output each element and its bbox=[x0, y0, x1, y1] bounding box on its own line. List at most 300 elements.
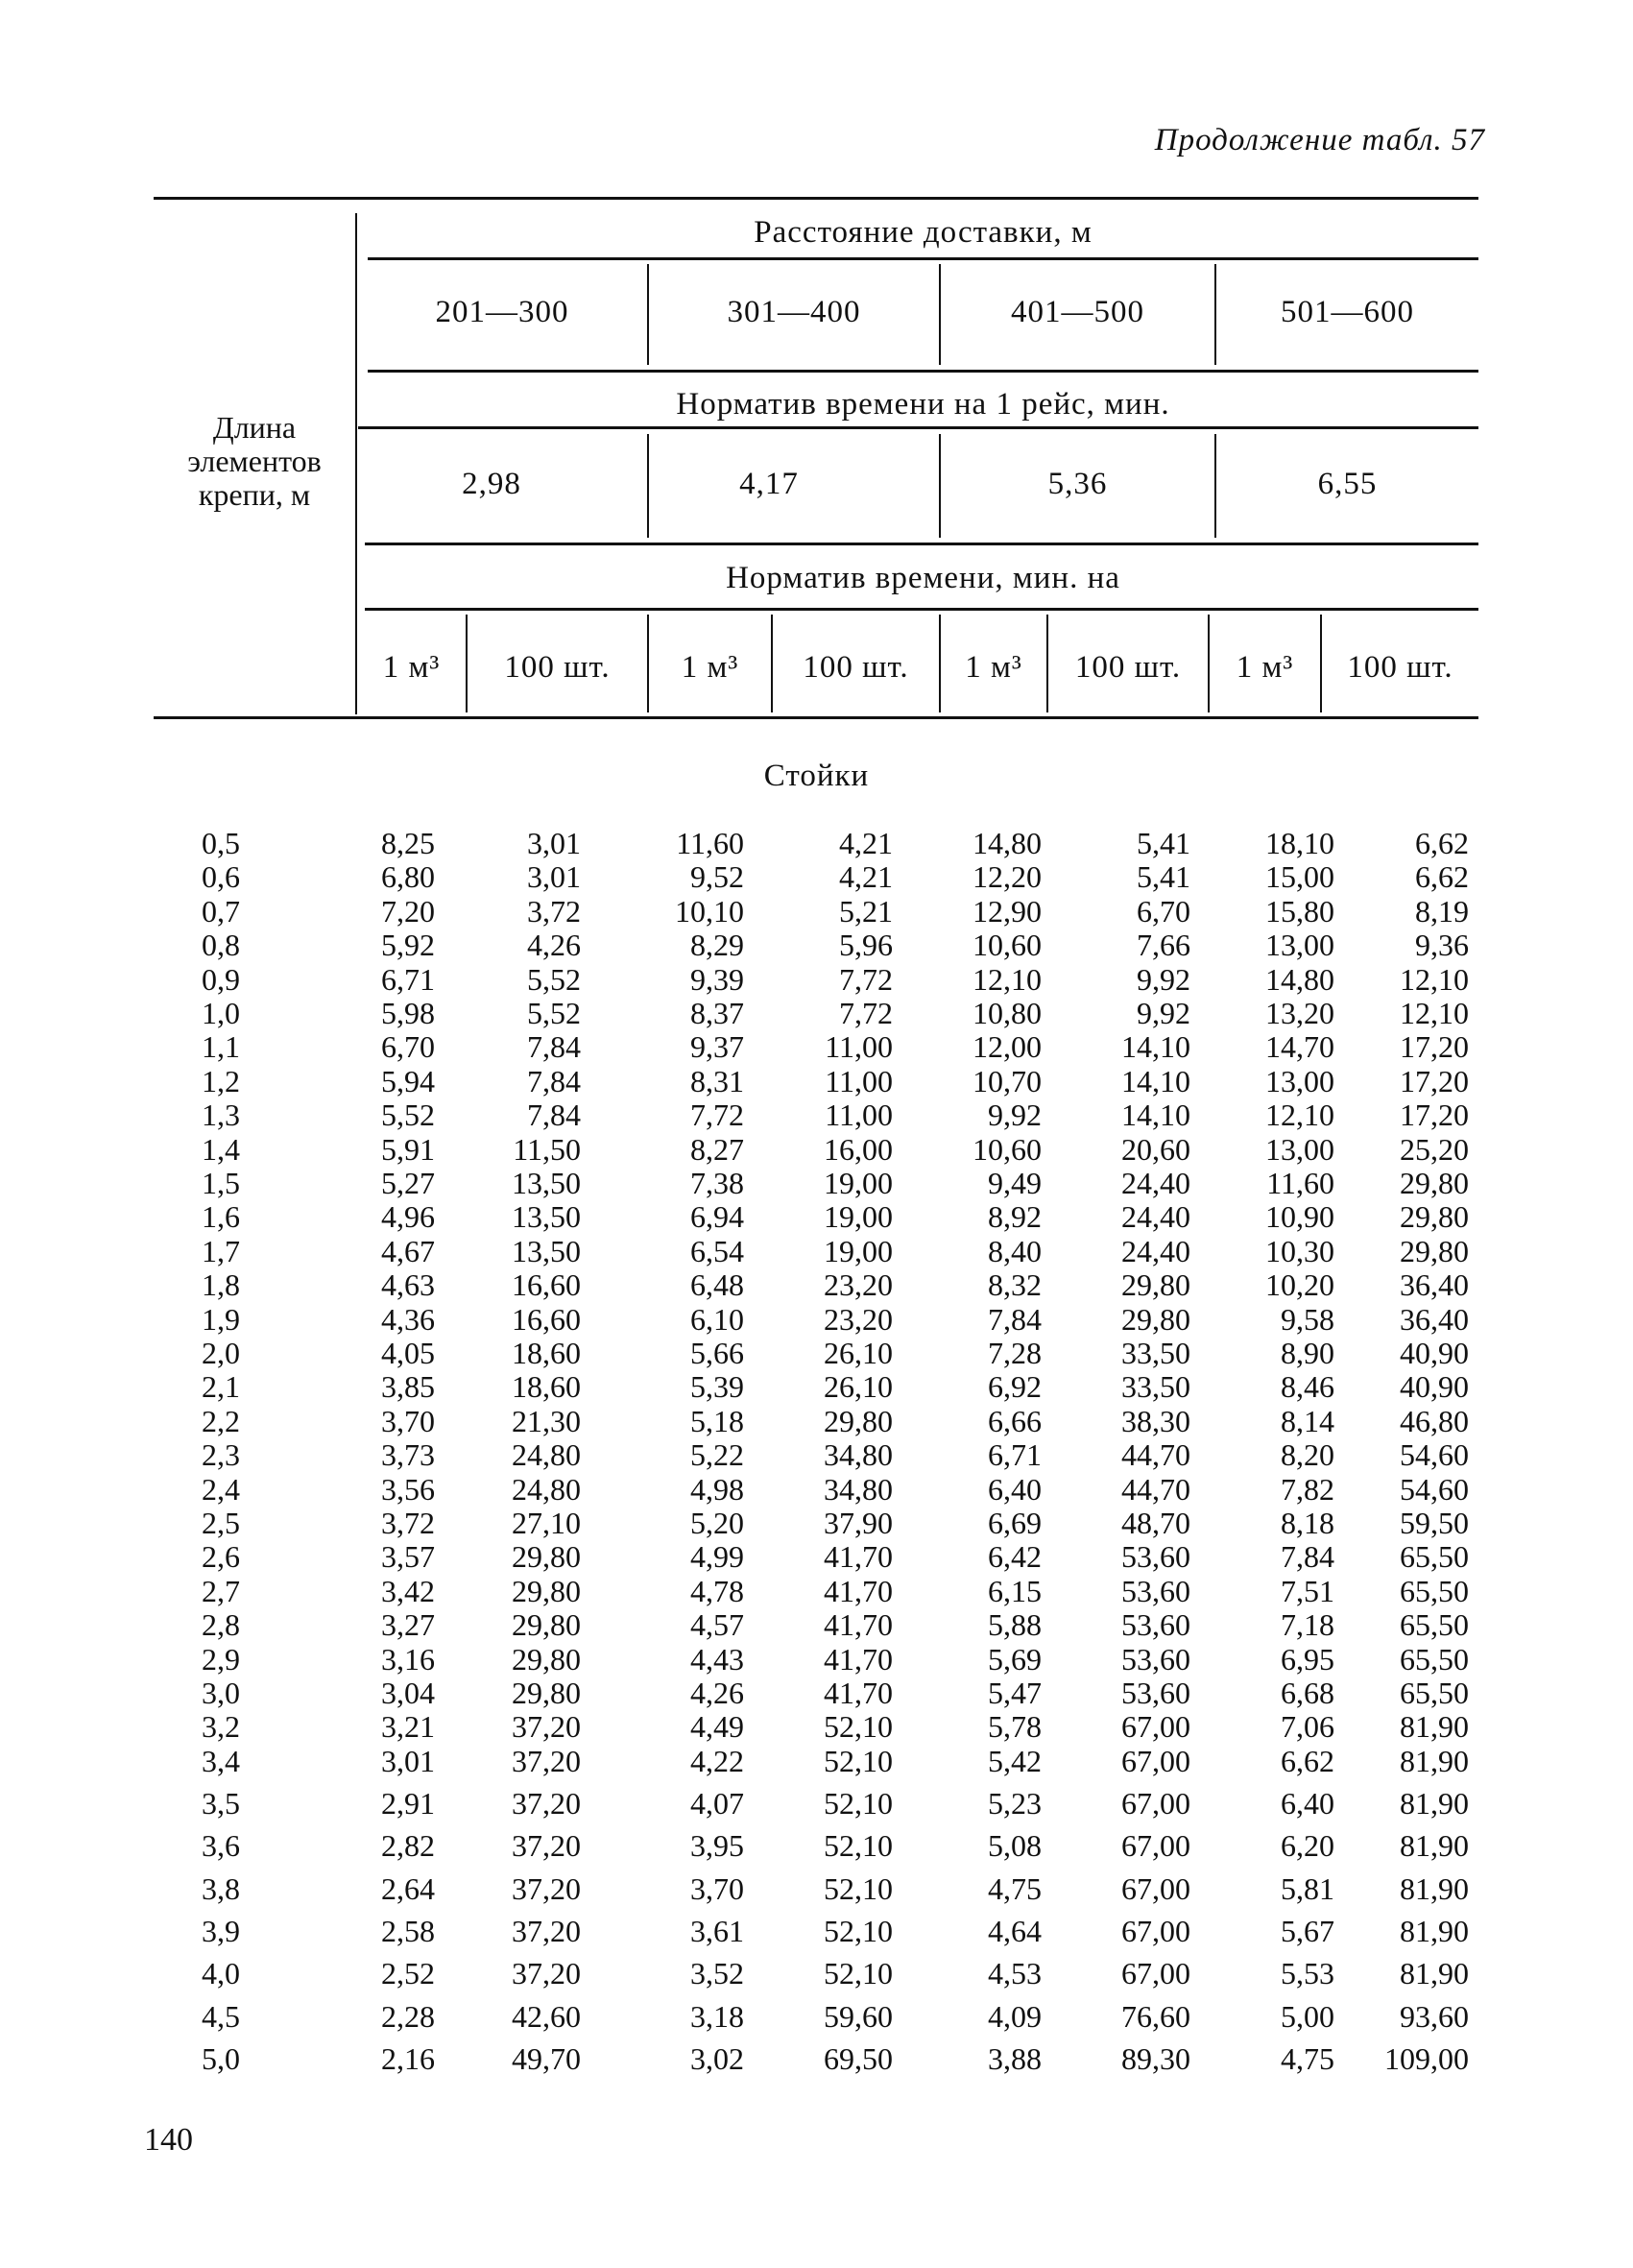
value-cell: 3,72 bbox=[527, 893, 581, 929]
value-cell: 13,50 bbox=[512, 1166, 581, 1200]
value-cell: 67,00 bbox=[1121, 1914, 1190, 1948]
value-cell: 41,70 bbox=[824, 1539, 893, 1575]
trip-values-rule bbox=[365, 543, 1478, 545]
page-number: 140 bbox=[144, 2122, 193, 2158]
value-cell: 17,20 bbox=[1400, 1063, 1469, 1098]
value-cell: 7,84 bbox=[988, 1301, 1042, 1337]
value-cell: 8,31 bbox=[690, 1063, 744, 1098]
value-cell: 19,00 bbox=[824, 1233, 893, 1268]
value-cell: 5,69 bbox=[988, 1641, 1042, 1677]
value-cell: 5,39 bbox=[690, 1369, 744, 1405]
value-cell: 8,32 bbox=[988, 1267, 1042, 1303]
value-cell: 10,70 bbox=[973, 1063, 1042, 1098]
value-cell: 5,53 bbox=[1281, 1956, 1334, 1991]
value-cell: 67,00 bbox=[1121, 1956, 1190, 1991]
value-cell: 4,57 bbox=[690, 1607, 744, 1643]
length-cell: 0,8 bbox=[202, 928, 240, 963]
value-cell: 3,73 bbox=[381, 1437, 435, 1473]
value-cell: 3,01 bbox=[527, 826, 581, 860]
value-cell: 29,80 bbox=[512, 1676, 581, 1710]
value-cell: 93,60 bbox=[1400, 1998, 1469, 2034]
value-cell: 33,50 bbox=[1121, 1336, 1190, 1370]
value-cell: 5,78 bbox=[988, 1709, 1042, 1745]
value-cell: 6,42 bbox=[988, 1539, 1042, 1575]
length-cell: 2,3 bbox=[202, 1437, 240, 1473]
value-cell: 10,60 bbox=[973, 1131, 1042, 1167]
value-cell: 6,40 bbox=[1281, 1786, 1334, 1822]
value-cell: 21,30 bbox=[512, 1403, 581, 1438]
table-row bbox=[0, 1064, 1633, 1098]
value-cell: 17,20 bbox=[1400, 1029, 1469, 1065]
value-cell: 3,02 bbox=[690, 2040, 744, 2076]
value-cell: 4,09 bbox=[988, 1998, 1042, 2034]
value-cell: 17,20 bbox=[1400, 1098, 1469, 1133]
distance-values-rule bbox=[368, 370, 1478, 373]
value-cell: 11,00 bbox=[825, 1029, 893, 1065]
value-cell: 5,92 bbox=[381, 928, 435, 963]
value-cell: 54,60 bbox=[1400, 1471, 1469, 1507]
value-cell: 4,67 bbox=[381, 1233, 435, 1268]
value-cell: 81,90 bbox=[1400, 1786, 1469, 1822]
length-cell: 2,9 bbox=[202, 1641, 240, 1677]
value-cell: 3,21 bbox=[381, 1709, 435, 1745]
value-cell: 5,96 bbox=[839, 928, 893, 963]
value-cell: 34,80 bbox=[824, 1437, 893, 1473]
value-cell: 6,70 bbox=[381, 1029, 435, 1065]
length-cell: 2,2 bbox=[202, 1403, 240, 1438]
table-row bbox=[0, 826, 1633, 860]
value-cell: 6,15 bbox=[988, 1573, 1042, 1608]
value-cell: 2,64 bbox=[381, 1870, 435, 1906]
value-cell: 11,60 bbox=[676, 826, 744, 860]
distance-title-rule bbox=[368, 257, 1478, 260]
value-cell: 5,20 bbox=[690, 1506, 744, 1540]
length-cell: 1,8 bbox=[202, 1267, 240, 1303]
value-cell: 29,80 bbox=[512, 1539, 581, 1575]
value-cell: 2,52 bbox=[381, 1956, 435, 1991]
value-cell: 4,22 bbox=[690, 1743, 744, 1778]
value-cell: 12,20 bbox=[973, 859, 1042, 895]
table-row bbox=[0, 1956, 1633, 1991]
value-cell: 11,60 bbox=[1266, 1166, 1334, 1200]
value-cell: 109,00 bbox=[1384, 2040, 1469, 2076]
value-cell: 52,10 bbox=[824, 1743, 893, 1778]
value-cell: 37,20 bbox=[512, 1786, 581, 1822]
value-cell: 6,62 bbox=[1415, 859, 1469, 895]
value-cell: 69,50 bbox=[824, 2040, 893, 2076]
value-cell: 9,36 bbox=[1415, 928, 1469, 963]
value-cell: 25,20 bbox=[1400, 1131, 1469, 1167]
table-top-rule bbox=[154, 197, 1478, 200]
value-cell: 3,04 bbox=[381, 1676, 435, 1710]
value-cell: 18,10 bbox=[1265, 826, 1334, 860]
value-cell: 33,50 bbox=[1121, 1369, 1190, 1405]
row-label-header bbox=[154, 411, 355, 512]
value-cell: 52,10 bbox=[824, 1709, 893, 1745]
value-cell: 29,80 bbox=[1121, 1267, 1190, 1303]
row-label-divider bbox=[355, 213, 357, 714]
value-cell: 4,49 bbox=[690, 1709, 744, 1745]
value-cell: 53,60 bbox=[1121, 1641, 1190, 1677]
unit-label: 100 шт. bbox=[1074, 650, 1182, 685]
value-cell: 41,70 bbox=[824, 1641, 893, 1677]
value-cell: 5,52 bbox=[527, 996, 581, 1030]
value-cell: 37,90 bbox=[824, 1506, 893, 1540]
value-cell: 14,10 bbox=[1121, 1063, 1190, 1098]
value-cell: 4,36 bbox=[381, 1301, 435, 1337]
value-cell: 3,56 bbox=[381, 1471, 435, 1507]
value-cell: 4,64 bbox=[988, 1914, 1042, 1948]
value-cell: 7,66 bbox=[1137, 928, 1190, 963]
value-cell: 6,80 bbox=[381, 859, 435, 895]
value-cell: 8,40 bbox=[988, 1233, 1042, 1268]
unit-label: 100 шт. bbox=[1347, 650, 1453, 685]
value-cell: 9,39 bbox=[690, 961, 744, 997]
value-cell: 8,46 bbox=[1281, 1369, 1334, 1405]
value-cell: 16,60 bbox=[512, 1267, 581, 1303]
value-cell: 5,91 bbox=[381, 1131, 435, 1167]
table-row bbox=[0, 1506, 1633, 1540]
table-row bbox=[0, 1472, 1633, 1507]
value-cell: 6,68 bbox=[1281, 1676, 1334, 1710]
value-cell: 37,20 bbox=[512, 1914, 581, 1948]
value-cell: 4,75 bbox=[1281, 2040, 1334, 2076]
value-cell: 10,60 bbox=[973, 928, 1042, 963]
value-cell: 44,70 bbox=[1121, 1471, 1190, 1507]
value-cell: 19,00 bbox=[824, 1166, 893, 1200]
value-cell: 12,90 bbox=[973, 893, 1042, 929]
value-cell: 59,50 bbox=[1400, 1506, 1469, 1540]
value-cell: 13,20 bbox=[1265, 996, 1334, 1030]
length-cell: 2,5 bbox=[202, 1506, 240, 1540]
table-row bbox=[0, 1029, 1633, 1064]
table-row bbox=[0, 1828, 1633, 1863]
value-cell: 6,48 bbox=[690, 1267, 744, 1303]
value-cell: 52,10 bbox=[824, 1956, 893, 1991]
length-cell: 3,9 bbox=[202, 1914, 240, 1948]
value-cell: 81,90 bbox=[1400, 1828, 1469, 1864]
value-cell: 89,30 bbox=[1121, 2040, 1190, 2076]
value-cell: 5,67 bbox=[1281, 1914, 1334, 1948]
value-cell: 15,80 bbox=[1265, 893, 1334, 929]
length-cell: 1,7 bbox=[202, 1233, 240, 1268]
length-cell: 2,7 bbox=[202, 1573, 240, 1608]
value-cell: 29,80 bbox=[1400, 1166, 1469, 1200]
value-cell: 15,00 bbox=[1265, 859, 1334, 895]
table-row bbox=[0, 1539, 1633, 1574]
length-cell: 1,3 bbox=[202, 1098, 240, 1133]
value-cell: 10,30 bbox=[1265, 1233, 1334, 1268]
table-row bbox=[0, 1676, 1633, 1710]
table-row bbox=[0, 1336, 1633, 1370]
value-cell: 5,52 bbox=[527, 961, 581, 997]
distance-range: 401—500 bbox=[1011, 295, 1144, 329]
distance-range: 201—300 bbox=[435, 295, 569, 329]
value-cell: 4,99 bbox=[690, 1539, 744, 1575]
length-cell: 2,6 bbox=[202, 1539, 240, 1575]
trip-time-value: 6,55 bbox=[1317, 467, 1378, 501]
value-cell: 36,40 bbox=[1400, 1267, 1469, 1303]
value-cell: 29,80 bbox=[1400, 1233, 1469, 1268]
value-cell: 29,80 bbox=[824, 1403, 893, 1438]
value-cell: 13,00 bbox=[1265, 1131, 1334, 1167]
value-cell: 4,26 bbox=[690, 1676, 744, 1710]
value-cell: 67,00 bbox=[1121, 1786, 1190, 1822]
value-cell: 18,60 bbox=[512, 1336, 581, 1370]
length-cell: 4,5 bbox=[202, 1998, 240, 2034]
value-cell: 7,51 bbox=[1281, 1573, 1334, 1608]
value-cell: 3,72 bbox=[381, 1506, 435, 1540]
norm-title-rule bbox=[365, 608, 1478, 611]
value-cell: 9,49 bbox=[988, 1166, 1042, 1200]
table-row bbox=[0, 928, 1633, 962]
value-cell: 3,57 bbox=[381, 1539, 435, 1575]
length-cell: 5,0 bbox=[202, 2040, 240, 2076]
table-row bbox=[0, 859, 1633, 894]
value-cell: 8,90 bbox=[1281, 1336, 1334, 1370]
table-row bbox=[0, 1744, 1633, 1778]
length-cell: 3,5 bbox=[202, 1786, 240, 1822]
length-cell: 4,0 bbox=[202, 1956, 240, 1991]
length-cell: 1,6 bbox=[202, 1199, 240, 1235]
value-cell: 12,10 bbox=[1400, 961, 1469, 997]
value-cell: 37,20 bbox=[512, 1743, 581, 1778]
value-cell: 46,80 bbox=[1400, 1403, 1469, 1438]
length-cell: 0,5 bbox=[202, 826, 240, 860]
length-cell: 0,9 bbox=[202, 961, 240, 997]
value-cell: 8,14 bbox=[1281, 1403, 1334, 1438]
length-cell: 2,1 bbox=[202, 1369, 240, 1405]
value-cell: 19,00 bbox=[824, 1199, 893, 1235]
value-cell: 41,70 bbox=[824, 1607, 893, 1643]
value-cell: 5,81 bbox=[1281, 1870, 1334, 1906]
value-cell: 40,90 bbox=[1400, 1369, 1469, 1405]
table-row bbox=[0, 2041, 1633, 2076]
value-cell: 67,00 bbox=[1121, 1828, 1190, 1864]
value-cell: 6,66 bbox=[988, 1403, 1042, 1438]
value-cell: 3,95 bbox=[690, 1828, 744, 1864]
value-cell: 29,80 bbox=[1121, 1301, 1190, 1337]
length-cell: 3,2 bbox=[202, 1709, 240, 1745]
value-cell: 24,40 bbox=[1121, 1233, 1190, 1268]
value-cell: 41,70 bbox=[824, 1676, 893, 1710]
row-label-line: крепи, м bbox=[198, 477, 311, 512]
value-cell: 13,00 bbox=[1265, 1063, 1334, 1098]
value-cell: 29,80 bbox=[512, 1641, 581, 1677]
value-cell: 8,20 bbox=[1281, 1437, 1334, 1473]
value-cell: 4,53 bbox=[988, 1956, 1042, 1991]
value-cell: 8,29 bbox=[690, 928, 744, 963]
value-cell: 67,00 bbox=[1121, 1870, 1190, 1906]
value-cell: 14,10 bbox=[1121, 1098, 1190, 1133]
value-cell: 5,00 bbox=[1281, 1998, 1334, 2034]
value-cell: 5,52 bbox=[381, 1098, 435, 1133]
table-row bbox=[0, 1302, 1633, 1337]
table-row bbox=[0, 1098, 1633, 1132]
value-cell: 4,98 bbox=[690, 1471, 744, 1507]
unit-label: 1 м³ bbox=[382, 650, 441, 685]
value-cell: 3,27 bbox=[381, 1607, 435, 1643]
value-cell: 6,54 bbox=[690, 1233, 744, 1268]
value-cell: 8,25 bbox=[381, 826, 435, 860]
norm-title: Норматив времени, мин. на bbox=[726, 561, 1120, 595]
value-cell: 81,90 bbox=[1400, 1956, 1469, 1991]
value-cell: 3,52 bbox=[690, 1956, 744, 1991]
value-cell: 7,72 bbox=[690, 1098, 744, 1133]
value-cell: 6,70 bbox=[1137, 893, 1190, 929]
value-cell: 11,00 bbox=[825, 1098, 893, 1133]
value-cell: 52,10 bbox=[824, 1870, 893, 1906]
value-cell: 20,60 bbox=[1121, 1131, 1190, 1167]
value-cell: 7,84 bbox=[527, 1098, 581, 1133]
value-cell: 7,84 bbox=[527, 1063, 581, 1098]
length-cell: 3,6 bbox=[202, 1828, 240, 1864]
value-cell: 4,63 bbox=[381, 1267, 435, 1303]
length-cell: 0,6 bbox=[202, 859, 240, 895]
value-cell: 7,84 bbox=[1281, 1539, 1334, 1575]
value-cell: 5,47 bbox=[988, 1676, 1042, 1710]
value-cell: 12,10 bbox=[1265, 1098, 1334, 1133]
table-row bbox=[0, 1437, 1633, 1472]
value-cell: 11,50 bbox=[513, 1131, 581, 1167]
value-cell: 10,90 bbox=[1265, 1199, 1334, 1235]
row-label-line: Длина bbox=[212, 410, 297, 445]
value-cell: 4,05 bbox=[381, 1336, 435, 1370]
value-cell: 12,00 bbox=[973, 1029, 1042, 1065]
value-cell: 5,21 bbox=[839, 893, 893, 929]
value-cell: 53,60 bbox=[1121, 1539, 1190, 1575]
value-cell: 5,41 bbox=[1137, 826, 1190, 860]
value-cell: 3,85 bbox=[381, 1369, 435, 1405]
value-cell: 6,71 bbox=[988, 1437, 1042, 1473]
trip-time-value: 2,98 bbox=[462, 467, 521, 501]
value-cell: 4,26 bbox=[527, 928, 581, 963]
value-cell: 7,20 bbox=[381, 893, 435, 929]
value-cell: 3,18 bbox=[690, 1998, 744, 2034]
value-cell: 37,20 bbox=[512, 1828, 581, 1864]
value-cell: 3,70 bbox=[690, 1870, 744, 1906]
value-cell: 7,28 bbox=[988, 1336, 1042, 1370]
value-cell: 16,00 bbox=[824, 1131, 893, 1167]
value-cell: 10,10 bbox=[675, 893, 744, 929]
unit-label: 100 шт. bbox=[504, 650, 611, 685]
table-row bbox=[0, 1786, 1633, 1821]
table-row bbox=[0, 1369, 1633, 1404]
value-cell: 52,10 bbox=[824, 1828, 893, 1864]
value-cell: 7,38 bbox=[690, 1166, 744, 1200]
length-cell: 2,8 bbox=[202, 1607, 240, 1643]
value-cell: 5,66 bbox=[690, 1336, 744, 1370]
value-cell: 81,90 bbox=[1400, 1743, 1469, 1778]
value-cell: 3,70 bbox=[381, 1403, 435, 1438]
value-cell: 6,92 bbox=[988, 1369, 1042, 1405]
distance-range: 501—600 bbox=[1281, 295, 1414, 329]
value-cell: 6,94 bbox=[690, 1199, 744, 1235]
row-label-line: элементов bbox=[187, 444, 322, 478]
trip-time-value: 5,36 bbox=[1047, 467, 1108, 501]
value-cell: 40,90 bbox=[1400, 1336, 1469, 1370]
value-cell: 29,80 bbox=[1400, 1199, 1469, 1235]
value-cell: 54,60 bbox=[1400, 1437, 1469, 1473]
value-cell: 7,72 bbox=[839, 996, 893, 1030]
value-cell: 8,27 bbox=[690, 1131, 744, 1167]
value-cell: 16,60 bbox=[512, 1301, 581, 1337]
value-cell: 29,80 bbox=[512, 1573, 581, 1608]
table-row bbox=[0, 996, 1633, 1030]
table-row bbox=[0, 962, 1633, 997]
value-cell: 34,80 bbox=[824, 1471, 893, 1507]
value-cell: 3,42 bbox=[381, 1573, 435, 1608]
value-cell: 81,90 bbox=[1400, 1870, 1469, 1906]
value-cell: 6,69 bbox=[988, 1506, 1042, 1540]
value-cell: 14,80 bbox=[973, 826, 1042, 860]
value-cell: 13,00 bbox=[1265, 928, 1334, 963]
value-cell: 6,71 bbox=[381, 961, 435, 997]
value-cell: 65,50 bbox=[1400, 1539, 1469, 1575]
value-cell: 2,82 bbox=[381, 1828, 435, 1864]
value-cell: 4,75 bbox=[988, 1870, 1042, 1906]
value-cell: 11,00 bbox=[825, 1063, 893, 1098]
value-cell: 4,96 bbox=[381, 1199, 435, 1235]
length-cell: 1,5 bbox=[202, 1166, 240, 1200]
value-cell: 7,82 bbox=[1281, 1471, 1334, 1507]
value-cell: 6,62 bbox=[1415, 826, 1469, 860]
value-cell: 42,60 bbox=[512, 1998, 581, 2034]
value-cell: 5,41 bbox=[1137, 859, 1190, 895]
table-row bbox=[0, 1914, 1633, 1948]
value-cell: 5,42 bbox=[988, 1743, 1042, 1778]
table-row bbox=[0, 894, 1633, 929]
value-cell: 3,16 bbox=[381, 1641, 435, 1677]
value-cell: 9,58 bbox=[1281, 1301, 1334, 1337]
section-title: Стойки bbox=[763, 759, 870, 793]
value-cell: 10,80 bbox=[973, 996, 1042, 1030]
value-cell: 8,37 bbox=[690, 996, 744, 1030]
value-cell: 13,50 bbox=[512, 1233, 581, 1268]
value-cell: 7,06 bbox=[1281, 1709, 1334, 1745]
value-cell: 37,20 bbox=[512, 1709, 581, 1745]
length-cell: 1,2 bbox=[202, 1063, 240, 1098]
distance-title: Расстояние доставки, м bbox=[754, 215, 1093, 250]
value-cell: 65,50 bbox=[1400, 1641, 1469, 1677]
distance-range: 301—400 bbox=[727, 295, 861, 329]
length-cell: 1,1 bbox=[202, 1029, 240, 1065]
value-cell: 5,08 bbox=[988, 1828, 1042, 1864]
length-cell: 0,7 bbox=[202, 893, 240, 929]
value-cell: 76,60 bbox=[1121, 1998, 1190, 2034]
value-cell: 5,94 bbox=[381, 1063, 435, 1098]
value-cell: 24,80 bbox=[512, 1437, 581, 1473]
value-cell: 44,70 bbox=[1121, 1437, 1190, 1473]
value-cell: 6,40 bbox=[988, 1471, 1042, 1507]
table-row bbox=[0, 1871, 1633, 1906]
value-cell: 36,40 bbox=[1400, 1301, 1469, 1337]
value-cell: 5,98 bbox=[381, 996, 435, 1030]
value-cell: 8,19 bbox=[1415, 893, 1469, 929]
table-row bbox=[0, 1642, 1633, 1677]
length-cell: 3,0 bbox=[202, 1676, 240, 1710]
value-cell: 2,28 bbox=[381, 1998, 435, 2034]
trip-title-rule bbox=[358, 426, 1478, 429]
value-cell: 6,62 bbox=[1281, 1743, 1334, 1778]
table-row bbox=[0, 1999, 1633, 2034]
value-cell: 5,27 bbox=[381, 1166, 435, 1200]
value-cell: 4,78 bbox=[690, 1573, 744, 1608]
table-row bbox=[0, 1607, 1633, 1642]
table-row bbox=[0, 1574, 1633, 1608]
unit-label: 1 м³ bbox=[1236, 650, 1294, 685]
value-cell: 24,80 bbox=[512, 1471, 581, 1507]
